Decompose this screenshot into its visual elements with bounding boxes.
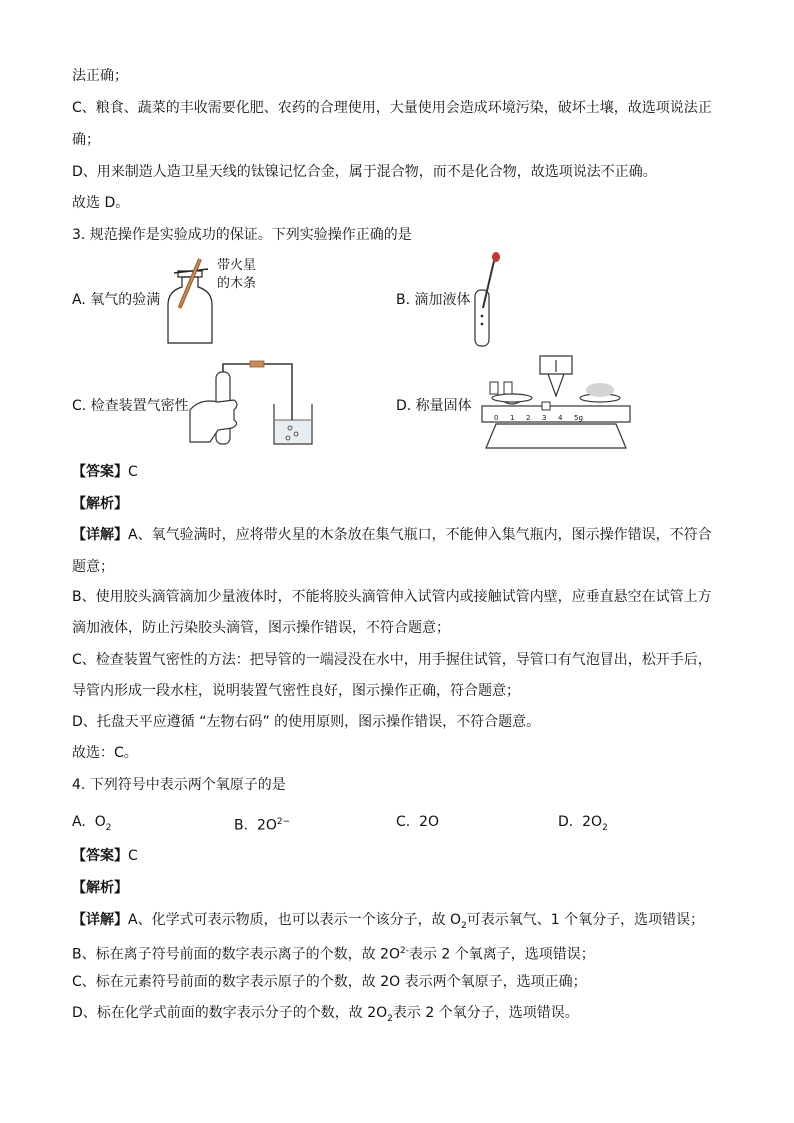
formula: 2O bbox=[582, 814, 603, 830]
detail-text: D、标在化学式前面的数字表示分子的个数，故 2O bbox=[72, 1005, 388, 1021]
balance-figure bbox=[476, 352, 636, 454]
dropper-figure bbox=[472, 250, 502, 350]
option-letter: A. bbox=[72, 814, 86, 830]
scale-tick-label: 0 bbox=[494, 414, 499, 422]
formula: O bbox=[94, 814, 106, 830]
q4-option-c bbox=[396, 812, 439, 832]
airtightness-figure bbox=[190, 358, 320, 450]
text-line: B、使用胶头滴管滴加少量液体时，不能将胶头滴管伸入试管内或接触试管内壁，应垂直悬空在试管上方 bbox=[72, 589, 712, 605]
formula-subscript: 2 bbox=[387, 1013, 393, 1024]
detail-tag: 【详解】 bbox=[72, 527, 128, 543]
text-line: C、粮食、蔬菜的丰收需要化肥、农药的合理使用，大量使用会造成环境污染，破坏土壤，故选项说法正 bbox=[72, 100, 712, 116]
text-line: D、用来制造人造卫星天线的钛镍记忆合金，属于混合物，而不是化合物，故选项说法不正确。 bbox=[72, 164, 657, 180]
question-4-stem: 4. 下列符号中表示两个氧原子的是 bbox=[72, 777, 286, 793]
formula: 2O bbox=[419, 814, 440, 830]
formula-subscript: 2 bbox=[461, 920, 467, 931]
text-line: 故选：C。 bbox=[72, 745, 138, 761]
text-line: 确； bbox=[72, 132, 100, 148]
text-line: 题意； bbox=[72, 559, 114, 575]
q4-option-b bbox=[234, 812, 290, 836]
scale-tick-label: 4 bbox=[558, 414, 563, 422]
text-line: 滴加液体，防止污染胶头滴管，图示操作错误，不符合题意； bbox=[72, 620, 450, 636]
scale-tick-label: 2 bbox=[526, 414, 531, 422]
answer-line bbox=[72, 846, 138, 866]
glowing-splint-label: 的木条 bbox=[217, 276, 257, 291]
option-c-label: C. 检查装置气密性 bbox=[72, 398, 189, 414]
text-line: D、托盘天平应遵循 “左物右码” 的使用原则，图示操作错误，不符合题意。 bbox=[72, 714, 541, 730]
scale-tick-label: 1 bbox=[510, 414, 515, 422]
option-letter: C. bbox=[396, 814, 411, 830]
formula-superscript: 2- bbox=[399, 946, 409, 956]
detail-line bbox=[72, 525, 712, 545]
answer-value: C bbox=[128, 464, 138, 480]
q4-option-d bbox=[558, 812, 608, 838]
glowing-splint-label: 带火星 bbox=[217, 258, 257, 273]
formula: 2O bbox=[256, 817, 277, 834]
detail-text: B、标在离子符号前面的数字表示离子的个数，故 2O bbox=[72, 946, 400, 963]
detail-text: 表示 2 个氧分子，选项错误。 bbox=[392, 1005, 579, 1021]
analysis-tag: 【解析】 bbox=[72, 880, 128, 896]
text-line bbox=[72, 941, 595, 965]
scale-tick-label: 5g bbox=[574, 414, 583, 422]
gas-bottle-figure bbox=[160, 255, 220, 347]
text-line: 故选 D。 bbox=[72, 195, 130, 211]
detail-text: A、氧气验满时，应将带火星的木条放在集气瓶口，不能伸入集气瓶内，图示操作错误，不符合 bbox=[128, 527, 712, 543]
answer-value: C bbox=[128, 848, 138, 864]
formula-subscript: 2 bbox=[105, 822, 112, 833]
scale-tick-label: 3 bbox=[542, 414, 547, 422]
option-b-label: B. 滴加液体 bbox=[396, 292, 471, 308]
detail-text: 表示 2 个氧离子，选项错误； bbox=[408, 946, 595, 963]
formula-subscript: 2 bbox=[602, 822, 608, 833]
text-line bbox=[72, 1003, 579, 1029]
answer-line bbox=[72, 462, 138, 482]
detail-line bbox=[72, 910, 704, 936]
text-line: 导管内形成一段水柱，说明装置气密性良好，图示操作正确，符合题意； bbox=[72, 683, 520, 699]
option-letter: B. bbox=[234, 817, 249, 834]
text-line: C、标在元素符号前面的数字表示原子的个数，故 2O 表示两个氧原子，选项正确； bbox=[72, 974, 587, 990]
question-3-stem: 3. 规范操作是实验成功的保证。下列实验操作正确的是 bbox=[72, 227, 412, 243]
answer-tag: 【答案】 bbox=[72, 464, 128, 480]
detail-text: A、化学式可表示物质，也可以表示一个该分子，故 O bbox=[128, 912, 462, 928]
text-line: C、检查装置气密性的方法：把导管的一端浸没在水中，用手握住试管，导管口有气泡冒出，松开手后， bbox=[72, 652, 712, 668]
option-a-label: A. 氧气的验满 bbox=[72, 292, 161, 308]
q4-option-a bbox=[72, 812, 111, 838]
option-d-label: D. 称量固体 bbox=[396, 398, 472, 414]
analysis-tag: 【解析】 bbox=[72, 496, 128, 512]
answer-tag: 【答案】 bbox=[72, 848, 128, 864]
detail-tag: 【详解】 bbox=[72, 912, 128, 928]
option-letter: D. bbox=[558, 814, 574, 830]
detail-text: 可表示氧气、1 个氧分子，选项错误； bbox=[466, 912, 705, 928]
text-line: 法正确； bbox=[72, 68, 128, 84]
formula-superscript: 2− bbox=[276, 817, 291, 827]
